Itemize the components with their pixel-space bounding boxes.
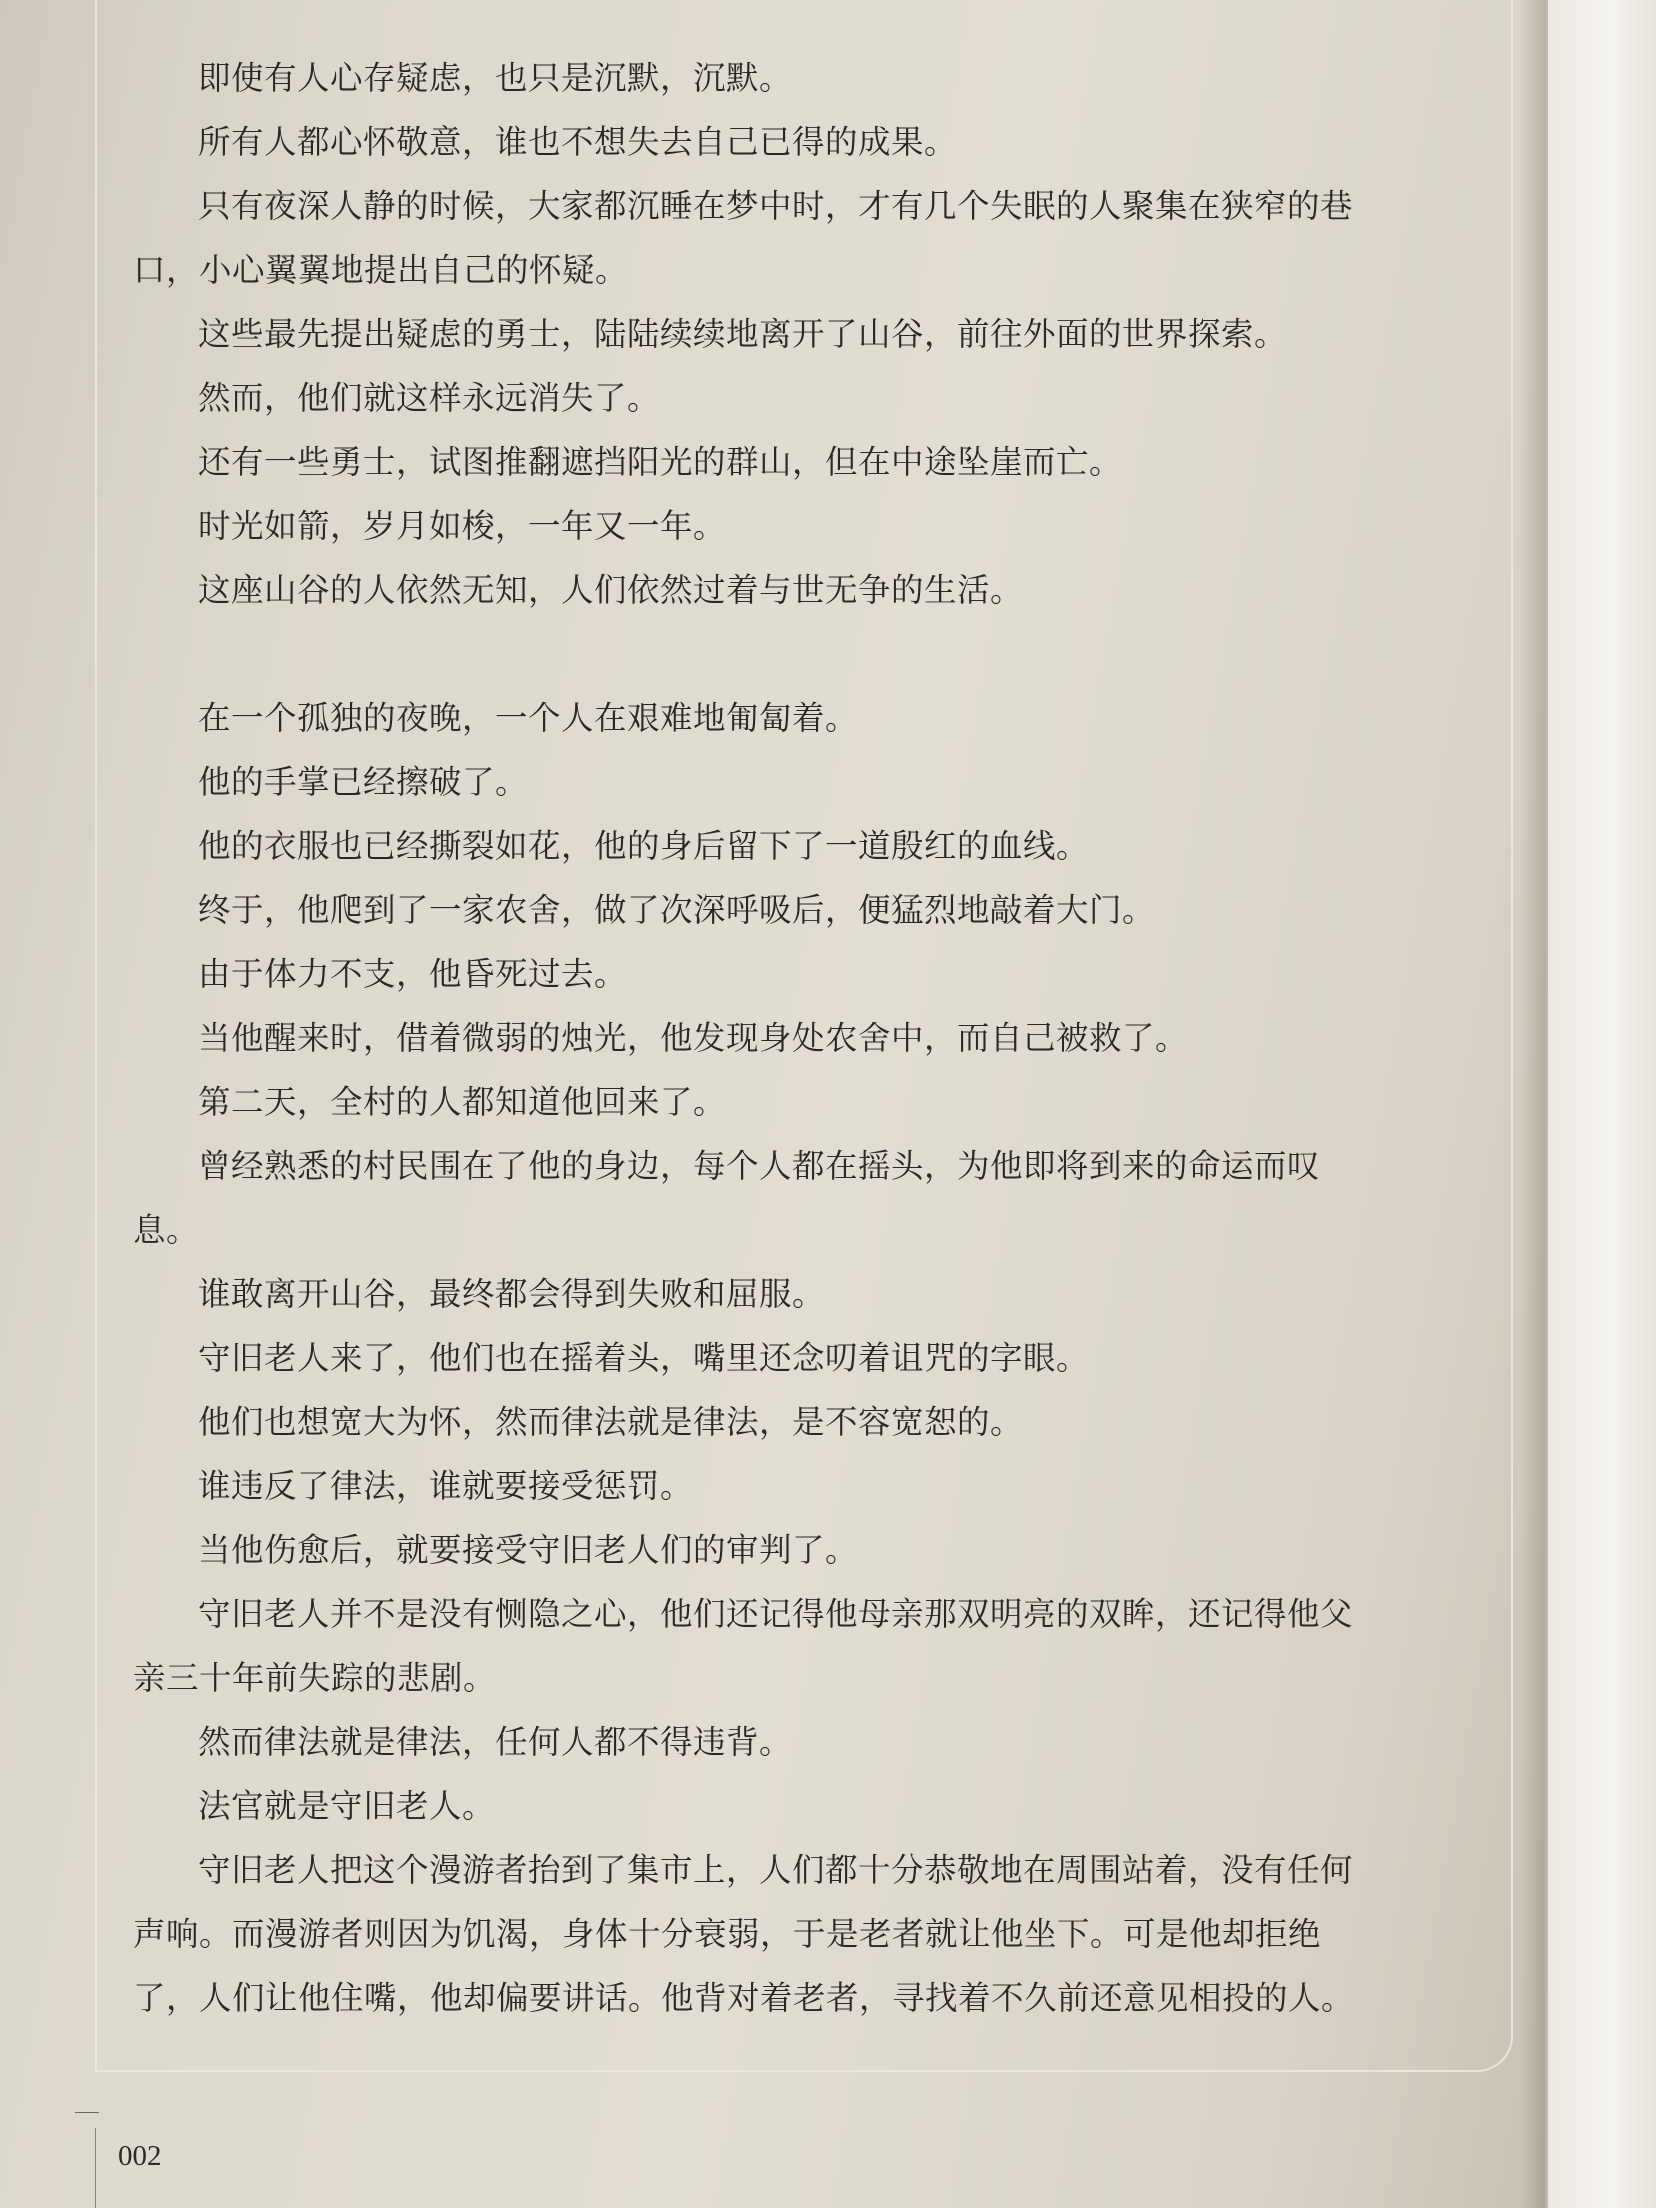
paragraph: 谁敢离开山谷，最终都会得到失败和屈服。 [198,1275,826,1313]
paragraph: 然而律法就是律法，任何人都不得违背。 [198,1723,793,1761]
paragraph: 守旧老人并不是没有恻隐之心，他们还记得他母亲那双明亮的双眸，还记得他父亲三十年前失踪的悲剧。 [133,1595,1354,1697]
paragraph: 守旧老人来了，他们也在摇着头，嘴里还念叨着诅咒的字眼。 [198,1339,1090,1377]
paragraph: 终于，他爬到了一家农舍，做了次深呼吸后，便猛烈地敲着大门。 [198,891,1156,929]
section-break [133,622,1373,686]
paragraph: 守旧老人把这个漫游者抬到了集市上，人们都十分恭敬地在周围站着，没有任何声响。而漫游者则因为饥渴，身体十分衰弱，于是老者就让他坐下。可是他却拒绝了，人们让他住嘴，他却偏要讲话。他背对着老者，寻找着不久前还意见相投的人。 [133,1851,1355,2017]
paragraph: 曾经熟悉的村民围在了他的身边，每个人都在摇头，为他即将到来的命运而叹息。 [133,1147,1321,1249]
paragraph: 谁违反了律法，谁就要接受惩罚。 [198,1467,694,1505]
paragraph: 在一个孤独的夜晚，一个人在艰难地匍匐着。 [198,699,859,737]
paragraph: 他的衣服也已经撕裂如花，他的身后留下了一道殷红的血线。 [198,827,1090,865]
paragraph: 当他伤愈后，就要接受守旧老人们的审判了。 [198,1531,859,1569]
paragraph: 当他醒来时，借着微弱的烛光，他发现身处农舍中，而自己被救了。 [198,1019,1189,1057]
body-text [133,46,1373,2030]
footer-rule [75,2112,99,2113]
paragraph: 然而，他们就这样永远消失了。 [198,379,661,417]
paragraph: 第二天，全村的人都知道他回来了。 [198,1083,727,1121]
paragraph: 所有人都心怀敬意，谁也不想失去自己已得的成果。 [198,123,958,161]
paragraph: 这座山谷的人依然无知，人们依然过着与世无争的生活。 [198,571,1024,609]
paragraph: 还有一些勇士，试图推翻遮挡阳光的群山，但在中途坠崖而亡。 [198,443,1123,481]
paragraph: 他们也想宽大为怀，然而律法就是律法，是不容宽恕的。 [198,1403,1024,1441]
adjacent-page-edge [1548,0,1656,2208]
paragraph: 只有夜深人静的时候，大家都沉睡在梦中时，才有几个失眠的人聚集在狭窄的巷口，小心翼翼地提出自己的怀疑。 [133,187,1354,289]
page-number: 002 [118,2140,162,2172]
paragraph: 即使有人心存疑虑，也只是沉默，沉默。 [198,59,793,97]
paragraph: 他的手掌已经擦破了。 [198,763,529,801]
paragraph: 这些最先提出疑虑的勇士，陆陆续续地离开了山谷，前往外面的世界探索。 [198,315,1288,353]
paragraph: 时光如箭，岁月如梭，一年又一年。 [198,507,727,545]
paragraph: 法官就是守旧老人。 [198,1787,496,1825]
paragraph: 由于体力不支，他昏死过去。 [198,955,628,993]
footer-rule-vertical [95,2128,96,2208]
